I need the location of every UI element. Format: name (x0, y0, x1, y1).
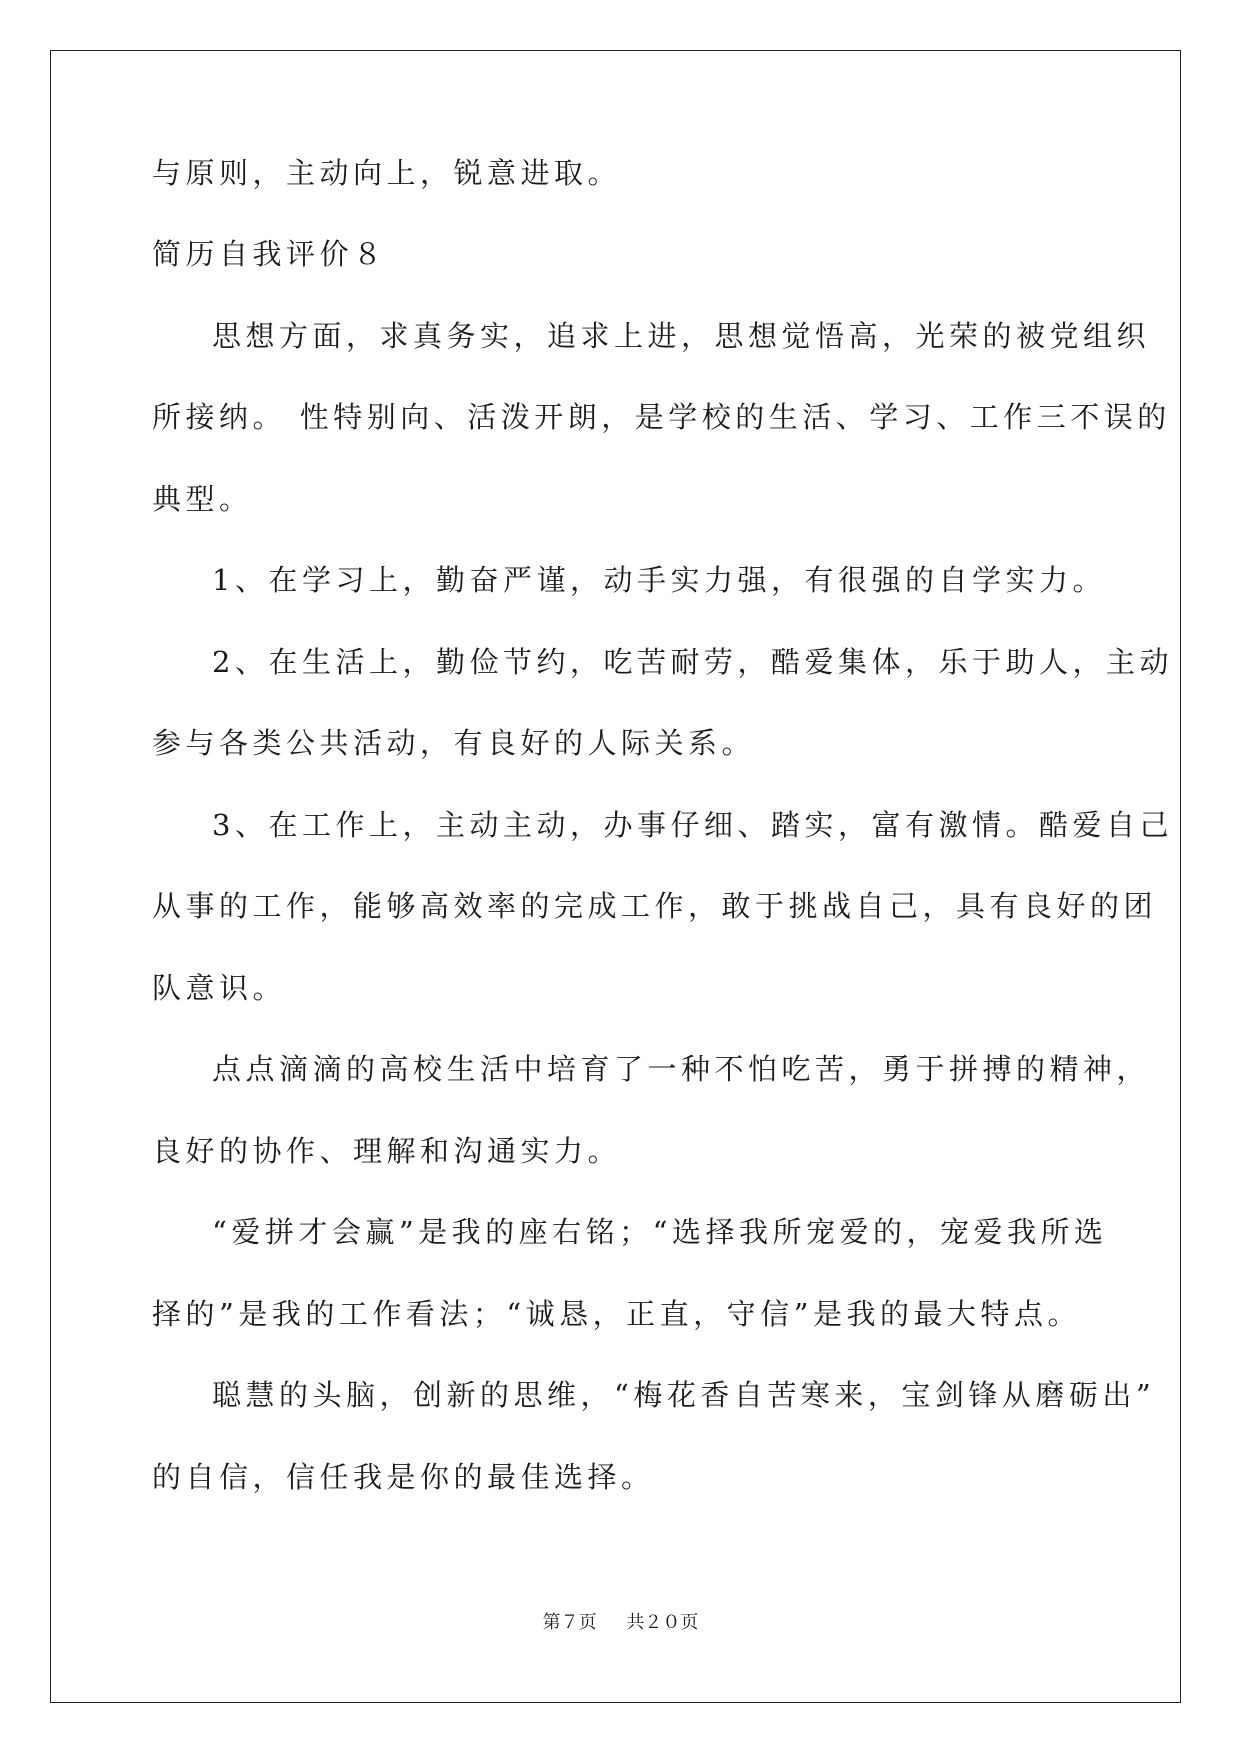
text-line: 所接纳。 性特别向、活泼开朗，是学校的生活、学习、工作三不误的 (152, 400, 1171, 434)
page-border (50, 50, 1181, 1703)
text-line: 思想方面，求真务实，追求上进，思想觉悟高，光荣的被党组织 (212, 319, 1151, 353)
page-number: 第７页 (542, 1612, 597, 1633)
text-line: 从事的工作，能够高效率的完成工作，敢于挑战自己，具有良好的团 (152, 889, 1158, 923)
text-line: 聪慧的头脑，创新的思维，“梅花香自苦寒来，宝剑锋从磨砺出” (212, 1378, 1156, 1412)
text-line: 良好的协作、理解和沟通实力。 (152, 1134, 622, 1168)
text-line: “爱拼才会赢”是我的座右铭；“选择我所宠爱的，宠爱我所选 (212, 1215, 1108, 1249)
text-line: 典型。 (152, 482, 253, 516)
list-item: 2、在生活上，勤俭节约，吃苦耐劳，酷爱集体，乐于助人，主动 (212, 645, 1173, 679)
text-line: 与原则，主动向上，锐意进取。 (152, 156, 622, 190)
text-line: 择的”是我的工作看法；“诚恳，正直，守信”是我的最大特点。 (152, 1297, 1081, 1331)
list-item: 3、在工作上，主动主动，办事仔细、踏实，富有激情。酷爱自己 (212, 808, 1173, 842)
text-line: 参与各类公共活动，有良好的人际关系。 (152, 726, 756, 760)
section-heading: 简历自我评价８ (152, 237, 387, 271)
text-line: 点点滴滴的高校生活中培育了一种不怕吃苦，勇于拼搏的精神， (212, 1052, 1151, 1086)
text-line: 的自信，信任我是你的最佳选择。 (152, 1460, 655, 1494)
page-footer (0, 1608, 1241, 1634)
page-total: 共２０页 (626, 1612, 699, 1633)
list-item: 1、在学习上，勤奋严谨，动手实力强，有很强的自学实力。 (212, 563, 1106, 597)
text-line: 队意识。 (152, 971, 287, 1005)
